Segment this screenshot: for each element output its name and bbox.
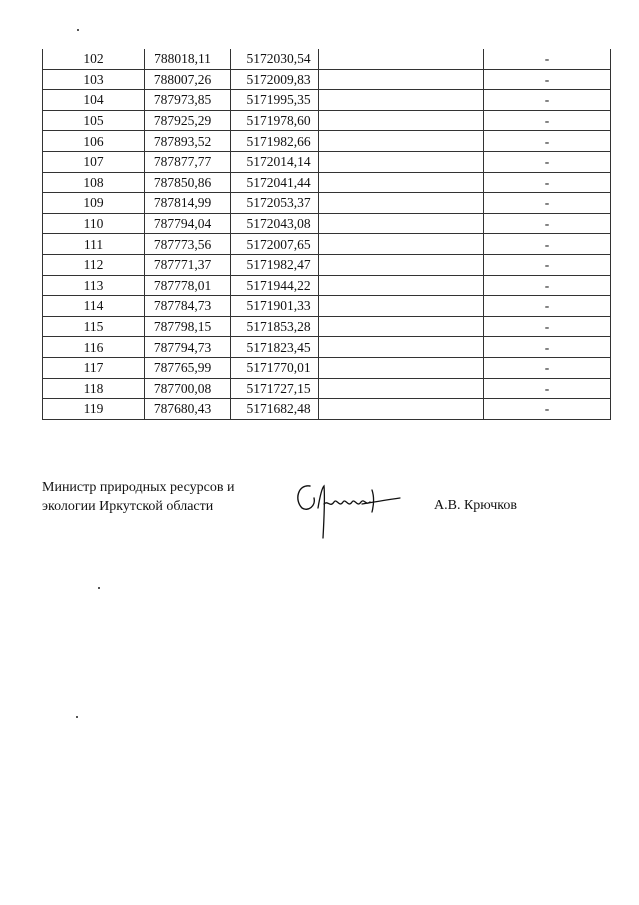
- scan-speck: [98, 587, 100, 589]
- x-coordinate-cell: 788007,26: [145, 69, 231, 90]
- table-row: [43, 69, 611, 90]
- table-row: [43, 296, 611, 317]
- table-row: [43, 90, 611, 111]
- table-row: [43, 193, 611, 214]
- y-coordinate-cell: 5171823,45: [231, 337, 319, 358]
- empty-cell: [319, 316, 484, 337]
- dash-cell: -: [484, 110, 611, 131]
- dash-cell: -: [484, 316, 611, 337]
- y-coordinate-cell: 5172043,08: [231, 213, 319, 234]
- empty-cell: [319, 337, 484, 358]
- point-number-cell: 102: [43, 49, 145, 69]
- point-number-cell: 116: [43, 337, 145, 358]
- point-number-cell: 113: [43, 275, 145, 296]
- table-row: [43, 316, 611, 337]
- point-number-cell: 110: [43, 213, 145, 234]
- x-coordinate-cell: 787798,15: [145, 316, 231, 337]
- point-number-cell: 119: [43, 399, 145, 420]
- x-coordinate-cell: 787794,73: [145, 337, 231, 358]
- point-number-cell: 109: [43, 193, 145, 214]
- dash-cell: -: [484, 49, 611, 69]
- dash-cell: -: [484, 399, 611, 420]
- x-coordinate-cell: 787700,08: [145, 378, 231, 399]
- y-coordinate-cell: 5172053,37: [231, 193, 319, 214]
- x-coordinate-cell: 787925,29: [145, 110, 231, 131]
- empty-cell: [319, 90, 484, 111]
- y-coordinate-cell: 5171978,60: [231, 110, 319, 131]
- dash-cell: -: [484, 337, 611, 358]
- y-coordinate-cell: 5171982,66: [231, 131, 319, 152]
- table-row: [43, 172, 611, 193]
- x-coordinate-cell: 787877,77: [145, 151, 231, 172]
- x-coordinate-cell: 787784,73: [145, 296, 231, 317]
- dash-cell: -: [484, 213, 611, 234]
- table-row: [43, 110, 611, 131]
- x-coordinate-cell: 787850,86: [145, 172, 231, 193]
- empty-cell: [319, 151, 484, 172]
- table-row: [43, 357, 611, 378]
- signatory-title-line-2: экологии Иркутской области: [42, 499, 214, 514]
- empty-cell: [319, 69, 484, 90]
- table-row: [43, 234, 611, 255]
- point-number-cell: 114: [43, 296, 145, 317]
- point-number-cell: 107: [43, 151, 145, 172]
- table-row: [43, 131, 611, 152]
- point-number-cell: 115: [43, 316, 145, 337]
- dash-cell: -: [484, 296, 611, 317]
- point-number-cell: 105: [43, 110, 145, 131]
- x-coordinate-cell: 787765,99: [145, 357, 231, 378]
- dash-cell: -: [484, 151, 611, 172]
- dash-cell: -: [484, 378, 611, 399]
- table-row: [43, 378, 611, 399]
- point-number-cell: 111: [43, 234, 145, 255]
- dash-cell: -: [484, 172, 611, 193]
- coordinates-table-body: [43, 49, 611, 419]
- empty-cell: [319, 213, 484, 234]
- y-coordinate-cell: 5171682,48: [231, 399, 319, 420]
- empty-cell: [319, 357, 484, 378]
- y-coordinate-cell: 5171901,33: [231, 296, 319, 317]
- empty-cell: [319, 275, 484, 296]
- y-coordinate-cell: 5171982,47: [231, 254, 319, 275]
- table-row: [43, 275, 611, 296]
- x-coordinate-cell: 787778,01: [145, 275, 231, 296]
- table-row: [43, 213, 611, 234]
- empty-cell: [319, 131, 484, 152]
- coordinates-table: [42, 49, 611, 420]
- y-coordinate-cell: 5172009,83: [231, 69, 319, 90]
- x-coordinate-cell: 787773,56: [145, 234, 231, 255]
- scan-speck: [77, 29, 79, 31]
- scan-speck: [76, 716, 78, 718]
- empty-cell: [319, 296, 484, 317]
- y-coordinate-cell: 5171770,01: [231, 357, 319, 378]
- x-coordinate-cell: 787771,37: [145, 254, 231, 275]
- y-coordinate-cell: 5172007,65: [231, 234, 319, 255]
- point-number-cell: 104: [43, 90, 145, 111]
- dash-cell: -: [484, 234, 611, 255]
- x-coordinate-cell: 787814,99: [145, 193, 231, 214]
- empty-cell: [319, 110, 484, 131]
- x-coordinate-cell: 788018,11: [145, 49, 231, 69]
- dash-cell: -: [484, 193, 611, 214]
- empty-cell: [319, 172, 484, 193]
- table-row: [43, 399, 611, 420]
- empty-cell: [319, 234, 484, 255]
- table-row: [43, 254, 611, 275]
- y-coordinate-cell: 5171995,35: [231, 90, 319, 111]
- y-coordinate-cell: 5171853,28: [231, 316, 319, 337]
- table-row: [43, 49, 611, 69]
- point-number-cell: 118: [43, 378, 145, 399]
- dash-cell: -: [484, 90, 611, 111]
- table-row: [43, 151, 611, 172]
- empty-cell: [319, 254, 484, 275]
- y-coordinate-cell: 5171944,22: [231, 275, 319, 296]
- x-coordinate-cell: 787794,04: [145, 213, 231, 234]
- empty-cell: [319, 399, 484, 420]
- x-coordinate-cell: 787893,52: [145, 131, 231, 152]
- empty-cell: [319, 378, 484, 399]
- empty-cell: [319, 49, 484, 69]
- dash-cell: -: [484, 69, 611, 90]
- signatory-title: [42, 478, 234, 516]
- empty-cell: [319, 193, 484, 214]
- dash-cell: -: [484, 254, 611, 275]
- y-coordinate-cell: 5172030,54: [231, 49, 319, 69]
- point-number-cell: 106: [43, 131, 145, 152]
- point-number-cell: 112: [43, 254, 145, 275]
- table-row: [43, 337, 611, 358]
- dash-cell: -: [484, 275, 611, 296]
- signatory-name: А.В. Крючков: [434, 498, 517, 513]
- y-coordinate-cell: 5171727,15: [231, 378, 319, 399]
- x-coordinate-cell: 787680,43: [145, 399, 231, 420]
- signatory-title-line-1: Министр природных ресурсов и: [42, 480, 235, 495]
- x-coordinate-cell: 787973,85: [145, 90, 231, 111]
- dash-cell: -: [484, 357, 611, 378]
- y-coordinate-cell: 5172041,44: [231, 172, 319, 193]
- point-number-cell: 108: [43, 172, 145, 193]
- point-number-cell: 103: [43, 69, 145, 90]
- point-number-cell: 117: [43, 357, 145, 378]
- handwritten-signature-icon: [288, 478, 404, 540]
- y-coordinate-cell: 5172014,14: [231, 151, 319, 172]
- dash-cell: -: [484, 131, 611, 152]
